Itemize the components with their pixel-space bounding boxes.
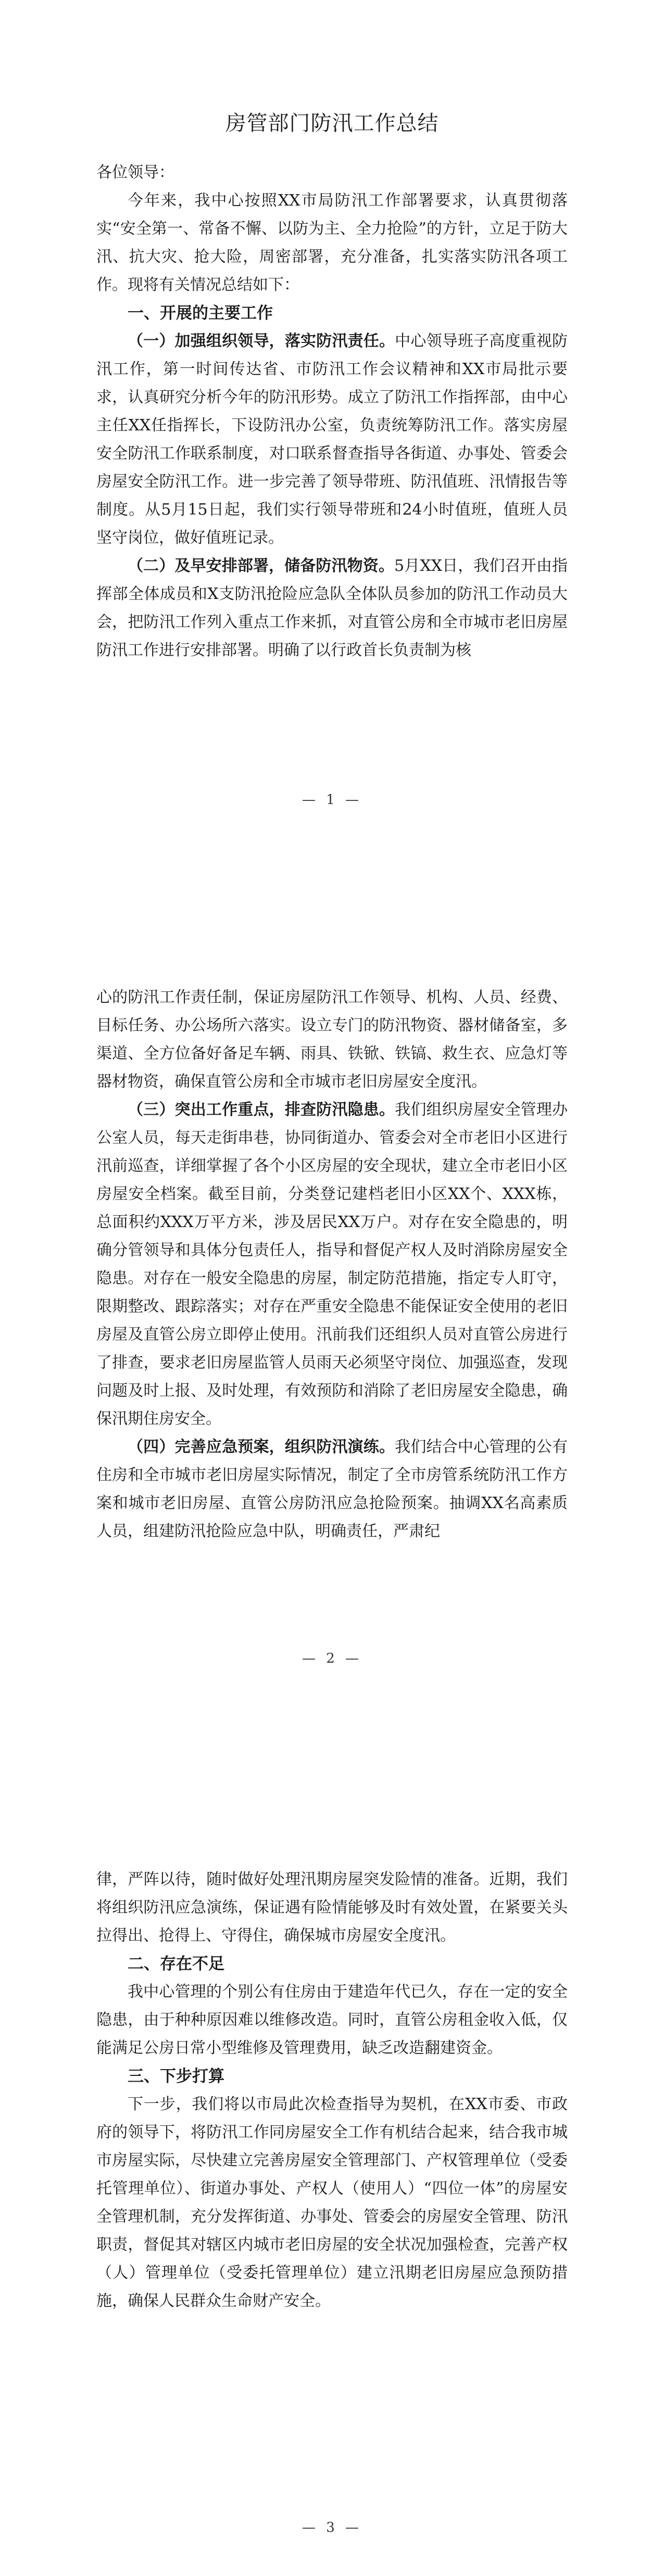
item-1-body: 中心领导班子高度重视防汛工作，第一时间传达省、市防汛工作会议精神和XX市局批示要求，认真研究分析今年的防汛形势。成立了防汛工作指挥部，由中心主任XX任指挥长，下设防汛办公室，负责统筹防汛工作。落实房屋安全防汛工作联系制度，对口联系督查指导各街道、办事处、管委会房屋安全防汛工作。进一步完善了领导带班、防汛值班、汛情报告等制度。从5月15日起，我们实行领导带班和24小时值班，值班人员坚守岗位，做好值班记录。 (96, 332, 568, 547)
item-2-body-part-2: 心的防汛工作责任制，保证房屋防汛工作领导、机构、人员、经费、目标任务、办公场所六落实。设立专门的防汛物资、器材储备室，多渠道、全方位备好备足车辆、雨具、铁锨、铁镐、救生衣、应急灯等器材物资，确保直管公房和全市城市老旧房屋安全度汛。 (96, 988, 568, 1091)
section-3-body: 下一步，我们将以市局此次检查指导为契机，在XX市委、市政府的领导下，将防汛工作同房屋安全工作有机结合起来，结合我市城市房屋实际，尽快建立完善房屋安全管理部门、产权管理单位（受委托管理单位）、街道办事处、产权人（使用人）“四位一体”的房屋安全管理机制，充分发挥街道、办事处、管委会的房屋安全管理、防汛职责，督促其对辖区内城市老旧房屋的安全状况加强检查，完善产权（人）管理单位（受委托管理单位）建立汛期老旧房屋应急预防措施，确保人民群众生命财产安全。 (96, 2095, 568, 2310)
item-2-body-part-1: 5月XX日，我们召开由指挥部全体成员和X支防汛抢险应急队全体队员参加的防汛工作动员大会，把防汛工作列入重点工作来抓，对直管公房和全市城市老旧房屋防汛工作进行安排部署。明确了以行政首长负责制为核 (96, 557, 568, 659)
page-3-body (96, 1866, 568, 2315)
section-2-heading: 二、存在不足 (128, 1955, 224, 1973)
section-1-item-4 (96, 1433, 568, 1546)
document-page-1 (0, 0, 664, 859)
salutation: 各位领导： (96, 163, 174, 182)
page-1-body (96, 109, 568, 665)
section-2-body: 我中心管理的个别公有住房由于建造年代已久，存在一定的安全隐患，由于种种原因难以维修改造。同时，直管公房租金收入低，仅能满足公房日常小型维修及管理费用，缺乏改造翻建资金。 (96, 1983, 568, 2057)
section-1-item-1 (96, 327, 568, 552)
page-number-1: — 1 — (302, 792, 362, 808)
section-1-item-2 (96, 552, 568, 665)
section-1-heading: 一、开展的主要工作 (128, 304, 273, 323)
section-1-item-3 (96, 1096, 568, 1433)
item-4-lead: （四）完善应急预案，组织防汛演练。 (128, 1438, 395, 1456)
section-3-heading: 三、下步打算 (128, 2067, 224, 2086)
document-title: 房管部门防汛工作总结 (225, 111, 439, 135)
page-number-3: — 3 — (302, 2520, 362, 2535)
intro-paragraph: 今年来，我中心按照XX市局防汛工作部署要求，认真贯彻落实“安全第一、常备不懈、以防为主、全力抢险”的方针，立足于防大汛、抗大灾、抢大险，周密部署，充分准备，扎实落实防汛各项工作。现将有关情况总结如下： (96, 192, 568, 294)
item-3-lead: （三）突出工作重点，排查防汛隐患。 (128, 1101, 395, 1119)
page-2-body (96, 984, 568, 1546)
item-4-body-part-2: 律，严阵以待，随时做好处理汛期房屋突发险情的准备。近期，我们将组织防汛应急演练，保证遇有险情能够及时有效处置，在紧要关头拉得出、抢得上、守得住，确保城市房屋安全度汛。 (96, 1870, 568, 1945)
item-1-lead: （一）加强组织领导，落实防汛责任。 (128, 332, 395, 350)
page-number-2: — 2 — (302, 1651, 362, 1666)
item-2-lead: （二）及早安排部署，储备防汛物资。 (128, 557, 395, 575)
item-3-body: 我们组织房屋安全管理办公室人员，每天走街串巷，协同街道办、管委会对全市老旧小区进行汛前巡查，详细掌握了各个小区房屋的安全现状，建立全市老旧小区房屋安全档案。截至目前，分类登记建档老旧小区XX个、XXX栋，总面积约XXX万平方米，涉及居民XX万户。对存在安全隐患的，明确分管领导和具体分包责任人，指导和督促产权人及时消除房屋安全隐患。对存在一般安全隐患的房屋，制定防范措施，指定专人盯守，限期整改、跟踪落实；对存在严重安全隐患不能保证安全使用的老旧房屋及直管公房立即停止使用。汛前我们还组织人员对直管公房进行了排查，要求老旧房屋监管人员雨天必须坚守岗位、加强巡查，发现问题及时上报、及时处理，有效预防和消除了老旧房屋安全隐患，确保汛期住房安全。 (96, 1101, 568, 1428)
document-page-2 (0, 859, 664, 1717)
document-page-3 (0, 1717, 664, 2576)
item-4-body-part-1: 我们结合中心管理的公有住房和全市城市老旧房屋实际情况，制定了全市房管系统防汛工作方案和城市老旧房屋、直管公房防汛应急抢险预案。抽调XX名高素质人员，组建防汛抢险应急中队，明确责任，严肃纪 (96, 1438, 568, 1540)
